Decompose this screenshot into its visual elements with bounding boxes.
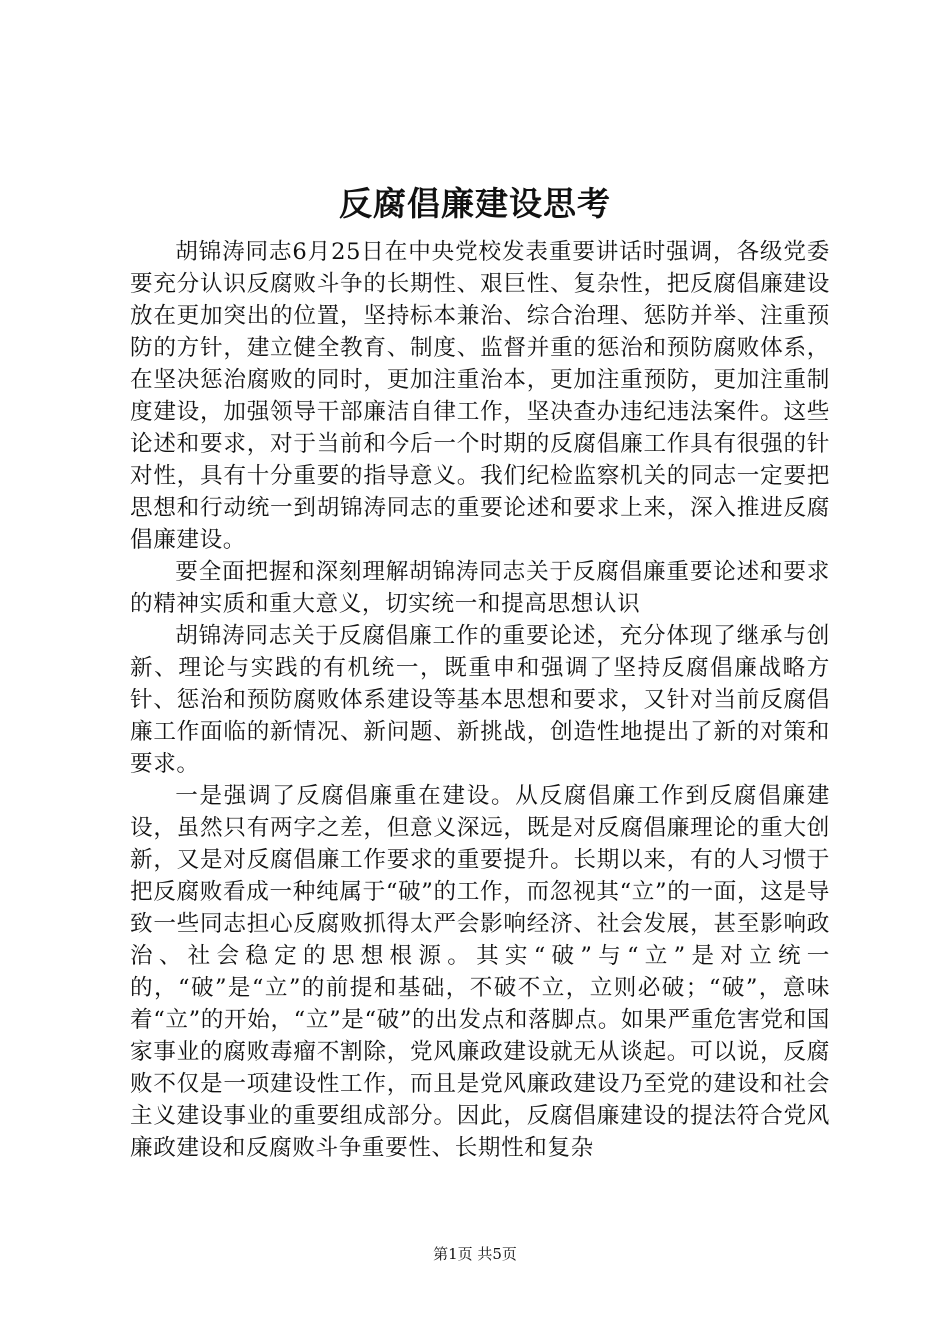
- document-title: 反腐倡廉建设思考: [339, 184, 611, 223]
- paragraph: 胡锦涛同志6月25日在中央党校发表重要讲话时强调，各级党委要充分认识反腐败斗争的长期性、艰巨性、复杂性，把反腐倡廉建设放在更加突出的位置，坚持标本兼治、综合治理、惩防并举、注重预防的方针，建立健全教育、制度、监督并重的惩治和预防腐败体系，在坚决惩治腐败的同时，更加注重治本，更加注重预防，更加注重制度建设，加强领导干部廉洁自律工作，坚决查办违纪违法案件。这些论述和要求，对于当前和今后一个时期的反腐倡廉工作具有很强的针对性，具有十分重要的指导意义。我们纪检监察机关的同志一定要把思想和行动统一到胡锦涛同志的重要论述和要求上来，深入推进反腐倡廉建设。: [130, 239, 830, 553]
- paragraph: 一是强调了反腐倡廉重在建设。从反腐倡廉工作到反腐倡廉建设，虽然只有两字之差，但意义深远，既是对反腐倡廉理论的重大创新，又是对反腐倡廉工作要求的重要提升。长期以来，有的人习惯于把反腐败看成一种纯属于“破”的工作，而忽视其“立”的一面，这是导致一些同志担心反腐败抓得太严会影响经济、社会发展，甚至影响政治、社会稳定的思想根源。其实“破”与“立”是对立统一的，“破”是“立”的前提和基础，不破不立，立则必破；“破”，意味着“立”的开始，“立”是“破”的出发点和落脚点。如果严重危害党和国家事业的腐败毒瘤不割除，党风廉政建设就无从谈起。可以说，反腐败不仅是一项建设性工作，而且是党风廉政建设乃至党的建设和社会主义建设事业的重要组成部分。因此，反腐倡廉建设的提法符合党风廉政建设和反腐败斗争重要性、长期性和复杂: [130, 783, 830, 1161]
- paragraph: 胡锦涛同志关于反腐倡廉工作的重要论述，充分体现了继承与创新、理论与实践的有机统一，既重申和强调了坚持反腐倡廉战略方针、惩治和预防腐败体系建设等基本思想和要求，又针对当前反腐倡廉工作面临的新情况、新问题、新挑战，创造性地提出了新的对策和要求。: [130, 623, 830, 777]
- document-body: [130, 236, 830, 1164]
- page-number-footer: 第1页 共5页: [433, 1245, 517, 1263]
- paragraph: 要全面把握和深刻理解胡锦涛同志关于反腐倡廉重要论述和要求的精神实质和重大意义，切实统一和提高思想认识: [130, 559, 830, 617]
